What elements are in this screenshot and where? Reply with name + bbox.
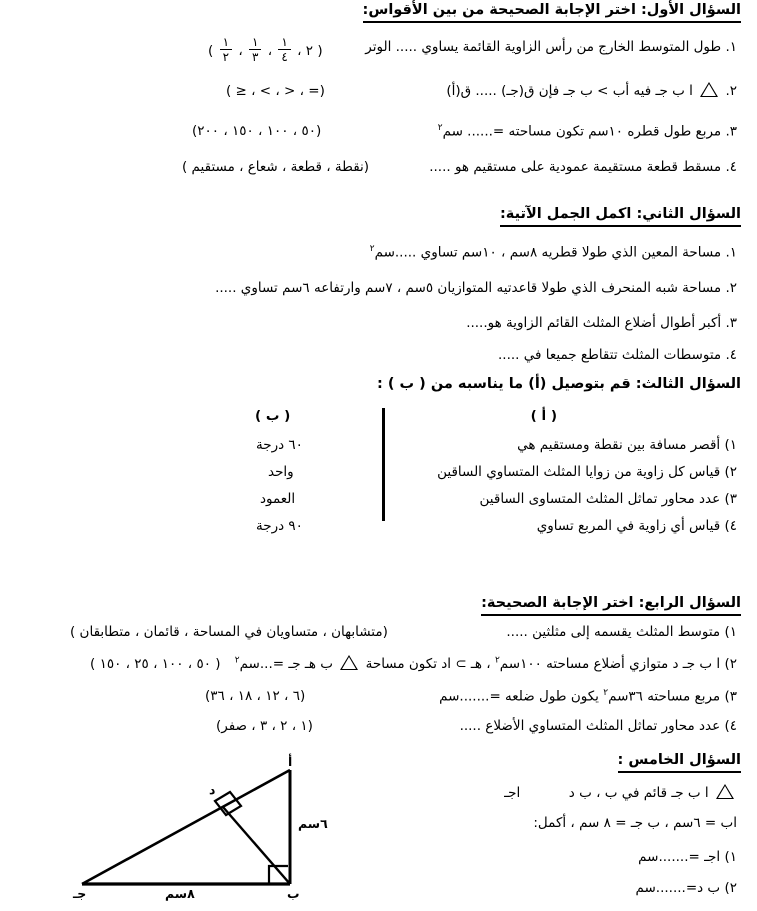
section2-heading: السؤال الثاني: اكمل الجمل الآتية: bbox=[500, 207, 741, 227]
q3-text-a: مربع مساحته ٣٦سم bbox=[608, 688, 721, 705]
section1-question-3 bbox=[438, 124, 737, 139]
section1-question-2-options: (= ، < ، > ، ≤ ) bbox=[226, 83, 325, 99]
item-number: ٢) bbox=[724, 464, 737, 480]
section2-question-2 bbox=[215, 281, 737, 296]
q3-text-b: يكون طول ضلعه =.......سم bbox=[439, 688, 599, 705]
q4-text: متوسطات المثلث تتقاطع جميعا في ..... bbox=[498, 347, 722, 363]
numerator: ١ bbox=[278, 36, 290, 50]
section5-question-2 bbox=[635, 881, 737, 896]
q2-text: مساحة شبه المنحرف الذي طولا قاعدتيه المتوازيان ٥سم ، ٧سم وارتفاعه ٦سم تساوي ..... bbox=[215, 280, 722, 296]
section1-question-2 bbox=[446, 82, 737, 99]
section5-heading: السؤال الخامس : bbox=[618, 753, 742, 773]
denominator: ٤ bbox=[281, 50, 288, 64]
triangle-icon bbox=[700, 82, 718, 97]
section4-question-3-options: (٦ ، ١٢ ، ١٨ ، ٣٦) bbox=[205, 688, 306, 704]
line1-text-b: اجـ bbox=[504, 785, 521, 801]
q3-text: مربع طول قطره ١٠سم تكون مساحته =...... سم bbox=[442, 123, 722, 140]
q1-text: طول المتوسط الخارج من رأس الزاوية القائمة يساوي ..... الوتر bbox=[365, 39, 722, 55]
q1-text: متوسط المثلث يقسمه إلى مثلثين ..... bbox=[506, 624, 721, 640]
section4-question-2 bbox=[235, 655, 737, 672]
item-text: عدد محاور تماثل المثلث المتساوى الساقين bbox=[479, 491, 721, 507]
section4-question-1 bbox=[506, 625, 737, 640]
fraction-one-half bbox=[220, 36, 232, 63]
section3-column-a-item-1 bbox=[517, 438, 737, 453]
section1-question-4 bbox=[429, 160, 737, 175]
triangle-figure-svg bbox=[55, 760, 355, 905]
item-number: ١) bbox=[724, 437, 737, 453]
section3-column-b-header: ( ب ) bbox=[255, 408, 291, 424]
q3-unit-superscript: ٢ bbox=[603, 688, 609, 698]
q2-unit-superscript-2: ٢ bbox=[234, 655, 240, 666]
side-ac-line bbox=[82, 770, 290, 884]
q4-number: ٤) bbox=[724, 718, 737, 734]
q2-text-a: ا ب جـ د متوازي أضلاع مساحته ١٠٠سم bbox=[499, 656, 721, 672]
q1-number: ١) bbox=[724, 849, 737, 865]
section5-question-1 bbox=[638, 850, 737, 865]
section1-question-1 bbox=[365, 40, 737, 55]
q1-text: مساحة المعين الذي طولا قطريه ٨سم ، ١٠سم تساوي .....سم bbox=[374, 244, 722, 261]
triangle-icon bbox=[340, 655, 358, 670]
section4-heading: السؤال الرابع: اختر الإجابة الصحيحة: bbox=[481, 596, 741, 616]
q2-text-b: ، هـ ⊃ اد تكون مساحة bbox=[365, 656, 491, 672]
q4-text: مسقط قطعة مستقيمة عمودية على مستقيم هو ..... bbox=[429, 159, 722, 175]
section4-question-1-options: (متشابهان ، متساويان في المساحة ، قائمان ، متطابقان ) bbox=[70, 624, 388, 640]
numerator: ١ bbox=[220, 36, 232, 50]
q3-unit-superscript: ٢ bbox=[437, 123, 443, 133]
section3-column-b-item-4: ٩٠ درجة bbox=[256, 518, 303, 534]
q1-unit-superscript: ٢ bbox=[369, 244, 375, 254]
q2-text: ب د=.......سم bbox=[635, 880, 721, 896]
section4-question-4-options: (١ ، ٢ ، ٣ ، صفر) bbox=[216, 718, 313, 734]
section3-column-a-item-3 bbox=[480, 492, 737, 507]
paren-close: ) bbox=[317, 43, 323, 59]
q2-text: ا ب جـ فيه أب > ب جـ فإن ق(جـ) ..... ق(أ) bbox=[446, 83, 693, 99]
item-number: ٤) bbox=[724, 518, 737, 534]
section4-question-3 bbox=[439, 689, 737, 704]
section1-heading: السؤال الأول: اختر الإجابة الصحيحة من بين الأقواس: bbox=[363, 3, 741, 23]
side-bc-length-label: ٨سم bbox=[165, 886, 195, 901]
q3-number: ٣) bbox=[724, 688, 737, 705]
section3-heading: السؤال الثالث: قم بتوصيل (أ) ما يناسبه من ( ب ) : bbox=[377, 376, 741, 392]
fraction-one-quarter bbox=[278, 36, 290, 63]
vertex-label-c: جـ bbox=[73, 886, 87, 901]
q2-number: ٢. bbox=[725, 83, 737, 99]
separator-3: ، bbox=[297, 43, 302, 59]
section3-column-a-item-2 bbox=[437, 465, 737, 480]
vertex-label-a: أ bbox=[288, 754, 293, 769]
item-text: أقصر مسافة بين نقطة ومستقيم هي bbox=[517, 437, 721, 453]
q3-number: ٣. bbox=[725, 123, 737, 140]
q3-text: أكبر أطوال أضلاع المثلث القائم الزاوية هو..... bbox=[466, 315, 722, 331]
q2-number: ٢) bbox=[724, 880, 737, 896]
section5-line-1 bbox=[504, 784, 737, 801]
section5-line-2: اب = ٦سم ، ب جـ = ٨ سم ، أكمل: bbox=[533, 815, 737, 831]
section3-column-b-item-1: ٦٠ درجة bbox=[256, 437, 303, 453]
side-ab-length-label: ٦سم bbox=[298, 816, 328, 831]
matching-divider bbox=[382, 408, 385, 521]
section1-question-3-options: (٥٠ ، ١٠٠ ، ١٥٠ ، ٢٠٠) bbox=[192, 123, 322, 139]
vertex-label-b: ب bbox=[287, 886, 300, 901]
section3-column-b-item-2: واحد bbox=[268, 464, 294, 480]
section1-question-1-options bbox=[208, 36, 323, 63]
q1-number: ١. bbox=[725, 244, 737, 261]
denominator: ٣ bbox=[251, 50, 259, 64]
right-angle-marker-b bbox=[269, 866, 288, 884]
q3-number: ٣. bbox=[725, 315, 737, 331]
q2-text-c: ب هـ جـ =...سم bbox=[239, 656, 334, 672]
q4-text: عدد محاور تماثل المثلث المتساوي الأضلاع ..... bbox=[459, 718, 721, 734]
section4-question-4 bbox=[460, 719, 737, 734]
q2-unit-superscript: ٢ bbox=[494, 655, 500, 666]
q1-number: ١. bbox=[725, 39, 737, 55]
separator-2: ، bbox=[267, 43, 273, 59]
line1-text-a: ا ب جـ قائم في ب ، ب د bbox=[568, 785, 709, 801]
q2-number: ٢. bbox=[725, 280, 737, 296]
altitude-bd-line bbox=[223, 807, 290, 884]
section2-question-4 bbox=[498, 348, 737, 363]
section2-question-3 bbox=[466, 316, 737, 331]
q1-number: ١) bbox=[724, 624, 737, 640]
separator-1: ، bbox=[238, 43, 243, 59]
option-two: ٢ bbox=[305, 43, 314, 59]
item-text: قياس أي زاوية في المربع تساوي bbox=[536, 518, 721, 534]
section4-question-2-options: ( ٥٠ ، ١٠٠ ، ٢٥ ، ١٥٠ ) bbox=[90, 656, 221, 672]
section1-question-4-options: (نقطة ، قطعة ، شعاع ، مستقيم ) bbox=[182, 159, 370, 175]
vertex-label-d: د bbox=[209, 782, 216, 797]
fraction-one-third bbox=[249, 36, 261, 63]
denominator: ٢ bbox=[222, 50, 230, 64]
q2-number: ٢) bbox=[724, 656, 737, 672]
triangle-icon bbox=[716, 784, 734, 799]
q4-number: ٤. bbox=[725, 159, 737, 175]
q1-text: اجـ =.......سم bbox=[638, 849, 721, 865]
q4-number: ٤. bbox=[725, 347, 737, 363]
numerator: ١ bbox=[249, 36, 261, 50]
section3-column-a-header: ( أ ) bbox=[530, 408, 557, 424]
item-text: قياس كل زاوية من زوايا المثلث المتساوي الساقين bbox=[437, 464, 721, 480]
section3-column-b-item-3: العمود bbox=[260, 491, 296, 507]
item-number: ٣) bbox=[724, 491, 737, 507]
paren-open: ( bbox=[208, 43, 214, 59]
section3-column-a-item-4 bbox=[537, 519, 737, 534]
triangle-figure bbox=[55, 754, 355, 905]
section2-question-1 bbox=[370, 245, 737, 260]
